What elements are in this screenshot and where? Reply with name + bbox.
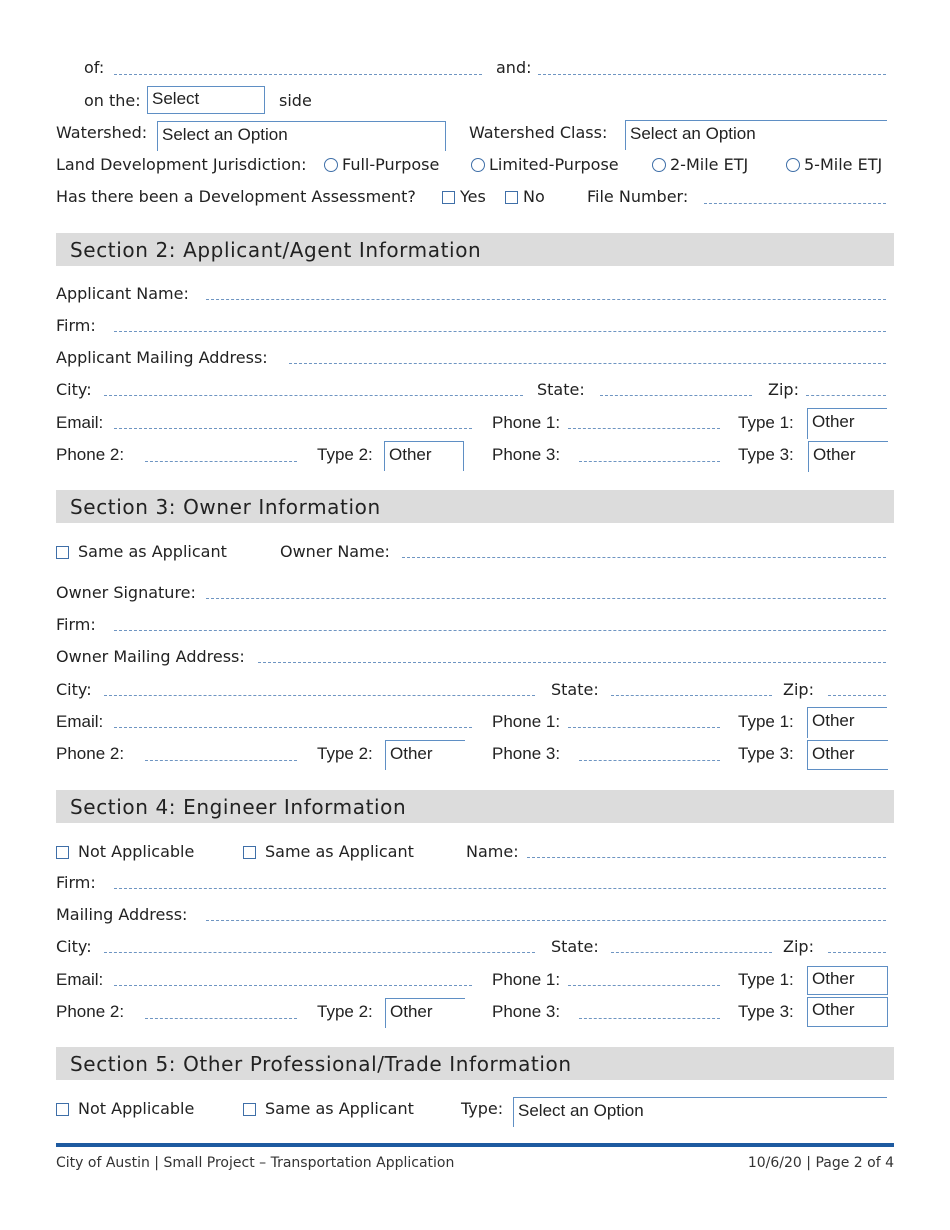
watershed-select[interactable]: Select an Option bbox=[157, 121, 446, 151]
owner-phone1-field[interactable] bbox=[568, 727, 720, 728]
watershed-class-select[interactable]: Select an Option bbox=[625, 120, 887, 150]
applicant-state-field[interactable] bbox=[600, 395, 752, 396]
section3-header bbox=[56, 490, 894, 523]
owner-city-label: City: bbox=[56, 680, 92, 699]
owner-phone1-label: Phone 1: bbox=[492, 712, 561, 731]
of-field[interactable] bbox=[114, 74, 482, 75]
two-mile-etj-radio[interactable] bbox=[652, 158, 666, 172]
section3-title: Section 3: Owner Information bbox=[70, 495, 381, 519]
engineer-mailing-label: Mailing Address: bbox=[56, 905, 188, 924]
applicant-phone1-label: Phone 1: bbox=[492, 413, 561, 432]
engineer-type1-label: Type 1: bbox=[738, 970, 794, 989]
owner-signature-label: Owner Signature: bbox=[56, 583, 196, 602]
owner-phone2-field[interactable] bbox=[145, 760, 297, 761]
engineer-type2-select[interactable]: Other bbox=[385, 998, 465, 1028]
engineer-name-field[interactable] bbox=[527, 857, 886, 858]
section5-title: Section 5: Other Professional/Trade Information bbox=[70, 1052, 572, 1076]
owner-mailing-label: Owner Mailing Address: bbox=[56, 647, 245, 666]
section2-header bbox=[56, 233, 894, 266]
dev-assessment-yes-checkbox[interactable] bbox=[442, 191, 455, 204]
engineer-phone2-label: Phone 2: bbox=[56, 1002, 125, 1021]
owner-city-field[interactable] bbox=[104, 695, 535, 696]
and-field[interactable] bbox=[538, 74, 886, 75]
engineer-phone3-label: Phone 3: bbox=[492, 1002, 561, 1021]
other-type-select[interactable]: Select an Option bbox=[513, 1097, 887, 1127]
side-label: side bbox=[279, 91, 312, 110]
applicant-phone3-field[interactable] bbox=[579, 461, 720, 462]
engineer-name-label: Name: bbox=[466, 842, 519, 861]
owner-same-as-applicant-checkbox[interactable] bbox=[56, 546, 69, 559]
applicant-firm-label: Firm: bbox=[56, 316, 96, 335]
applicant-city-label: City: bbox=[56, 380, 92, 399]
applicant-email-label: Email: bbox=[56, 413, 104, 432]
engineer-zip-field[interactable] bbox=[828, 952, 886, 953]
engineer-city-field[interactable] bbox=[104, 952, 535, 953]
applicant-phone2-field[interactable] bbox=[145, 461, 297, 462]
applicant-zip-label: Zip: bbox=[768, 380, 799, 399]
engineer-state-field[interactable] bbox=[611, 952, 772, 953]
full-purpose-radio[interactable] bbox=[324, 158, 338, 172]
owner-type3-select[interactable]: Other bbox=[807, 740, 888, 770]
applicant-type1-select[interactable]: Other bbox=[807, 408, 887, 439]
of-label: of: bbox=[84, 58, 105, 77]
on-the-label: on the: bbox=[84, 91, 141, 110]
owner-state-field[interactable] bbox=[611, 695, 772, 696]
owner-signature-field[interactable] bbox=[206, 598, 886, 599]
engineer-firm-label: Firm: bbox=[56, 873, 96, 892]
five-mile-etj-radio[interactable] bbox=[786, 158, 800, 172]
owner-phone2-label: Phone 2: bbox=[56, 744, 125, 763]
file-number-label: File Number: bbox=[587, 187, 689, 206]
engineer-same-as-applicant-label: Same as Applicant bbox=[265, 842, 414, 861]
owner-name-field[interactable] bbox=[402, 557, 886, 558]
engineer-email-field[interactable] bbox=[114, 985, 472, 986]
applicant-phone1-field[interactable] bbox=[568, 428, 720, 429]
and-label: and: bbox=[496, 58, 532, 77]
applicant-type3-select[interactable]: Other bbox=[808, 441, 888, 472]
limited-purpose-label: Limited-Purpose bbox=[489, 155, 619, 174]
applicant-firm-field[interactable] bbox=[114, 331, 886, 332]
owner-type2-label: Type 2: bbox=[317, 744, 373, 763]
engineer-type3-label: Type 3: bbox=[738, 1002, 794, 1021]
file-number-field[interactable] bbox=[704, 203, 886, 204]
dev-assessment-no-label: No bbox=[523, 187, 545, 206]
applicant-mailing-field[interactable] bbox=[289, 363, 886, 364]
applicant-name-label: Applicant Name: bbox=[56, 284, 189, 303]
engineer-type2-label: Type 2: bbox=[317, 1002, 373, 1021]
engineer-type3-select[interactable]: Other bbox=[807, 997, 888, 1027]
footer-left-text: City of Austin | Small Project – Transportation Application bbox=[56, 1155, 455, 1171]
owner-same-as-applicant-label: Same as Applicant bbox=[78, 542, 227, 561]
engineer-same-as-applicant-checkbox[interactable] bbox=[243, 846, 256, 859]
applicant-name-field[interactable] bbox=[206, 299, 886, 300]
other-not-applicable-label: Not Applicable bbox=[78, 1099, 195, 1118]
owner-zip-label: Zip: bbox=[783, 680, 814, 699]
engineer-not-applicable-checkbox[interactable] bbox=[56, 846, 69, 859]
engineer-email-label: Email: bbox=[56, 970, 104, 989]
applicant-state-label: State: bbox=[537, 380, 585, 399]
other-same-as-applicant-label: Same as Applicant bbox=[265, 1099, 414, 1118]
engineer-zip-label: Zip: bbox=[783, 937, 814, 956]
owner-firm-field[interactable] bbox=[114, 630, 886, 631]
full-purpose-label: Full-Purpose bbox=[342, 155, 440, 174]
footer-rule bbox=[56, 1143, 894, 1147]
dev-assessment-yes-label: Yes bbox=[460, 187, 486, 206]
engineer-city-label: City: bbox=[56, 937, 92, 956]
applicant-email-field[interactable] bbox=[114, 428, 472, 429]
applicant-mailing-label: Applicant Mailing Address: bbox=[56, 348, 268, 367]
owner-mailing-field[interactable] bbox=[258, 662, 886, 663]
section4-title: Section 4: Engineer Information bbox=[70, 795, 407, 819]
owner-firm-label: Firm: bbox=[56, 615, 96, 634]
dev-assessment-no-checkbox[interactable] bbox=[505, 191, 518, 204]
applicant-zip-field[interactable] bbox=[806, 395, 886, 396]
engineer-firm-field[interactable] bbox=[114, 888, 886, 889]
other-same-as-applicant-checkbox[interactable] bbox=[243, 1103, 256, 1116]
owner-phone3-label: Phone 3: bbox=[492, 744, 561, 763]
limited-purpose-radio[interactable] bbox=[471, 158, 485, 172]
owner-zip-field[interactable] bbox=[828, 695, 886, 696]
applicant-type3-label: Type 3: bbox=[738, 445, 794, 464]
owner-type3-label: Type 3: bbox=[738, 744, 794, 763]
engineer-phone1-label: Phone 1: bbox=[492, 970, 561, 989]
watershed-class-label: Watershed Class: bbox=[469, 123, 608, 142]
owner-name-label: Owner Name: bbox=[280, 542, 390, 561]
side-select[interactable]: Select bbox=[147, 86, 265, 114]
owner-type1-select[interactable]: Other bbox=[807, 707, 887, 738]
applicant-city-field[interactable] bbox=[104, 395, 523, 396]
two-mile-etj-label: 2-Mile ETJ bbox=[670, 155, 749, 174]
owner-type2-select[interactable]: Other bbox=[385, 740, 465, 770]
engineer-phone2-field[interactable] bbox=[145, 1018, 297, 1019]
section2-title: Section 2: Applicant/Agent Information bbox=[70, 238, 482, 262]
engineer-type1-select[interactable]: Other bbox=[807, 966, 888, 995]
owner-phone3-field[interactable] bbox=[579, 760, 720, 761]
section5-header bbox=[56, 1047, 894, 1080]
other-not-applicable-checkbox[interactable] bbox=[56, 1103, 69, 1116]
applicant-type2-select[interactable]: Other bbox=[384, 441, 464, 471]
watershed-label: Watershed: bbox=[56, 123, 148, 142]
owner-state-label: State: bbox=[551, 680, 599, 699]
five-mile-etj-label: 5-Mile ETJ bbox=[804, 155, 883, 174]
applicant-type2-label: Type 2: bbox=[317, 445, 373, 464]
engineer-not-applicable-label: Not Applicable bbox=[78, 842, 195, 861]
footer-page-number: 10/6/20 | Page 2 of 4 bbox=[747, 1155, 894, 1171]
owner-email-field[interactable] bbox=[114, 727, 472, 728]
section4-header bbox=[56, 790, 894, 823]
engineer-state-label: State: bbox=[551, 937, 599, 956]
dev-assessment-label: Has there been a Development Assessment? bbox=[56, 187, 416, 206]
ldj-label: Land Development Jurisdiction: bbox=[56, 155, 307, 174]
owner-type1-label: Type 1: bbox=[738, 712, 794, 731]
applicant-phone2-label: Phone 2: bbox=[56, 445, 125, 464]
engineer-phone3-field[interactable] bbox=[579, 1018, 720, 1019]
owner-email-label: Email: bbox=[56, 712, 104, 731]
applicant-phone3-label: Phone 3: bbox=[492, 445, 561, 464]
engineer-phone1-field[interactable] bbox=[568, 985, 720, 986]
other-type-label: Type: bbox=[461, 1099, 504, 1118]
applicant-type1-label: Type 1: bbox=[738, 413, 794, 432]
engineer-mailing-field[interactable] bbox=[206, 920, 886, 921]
